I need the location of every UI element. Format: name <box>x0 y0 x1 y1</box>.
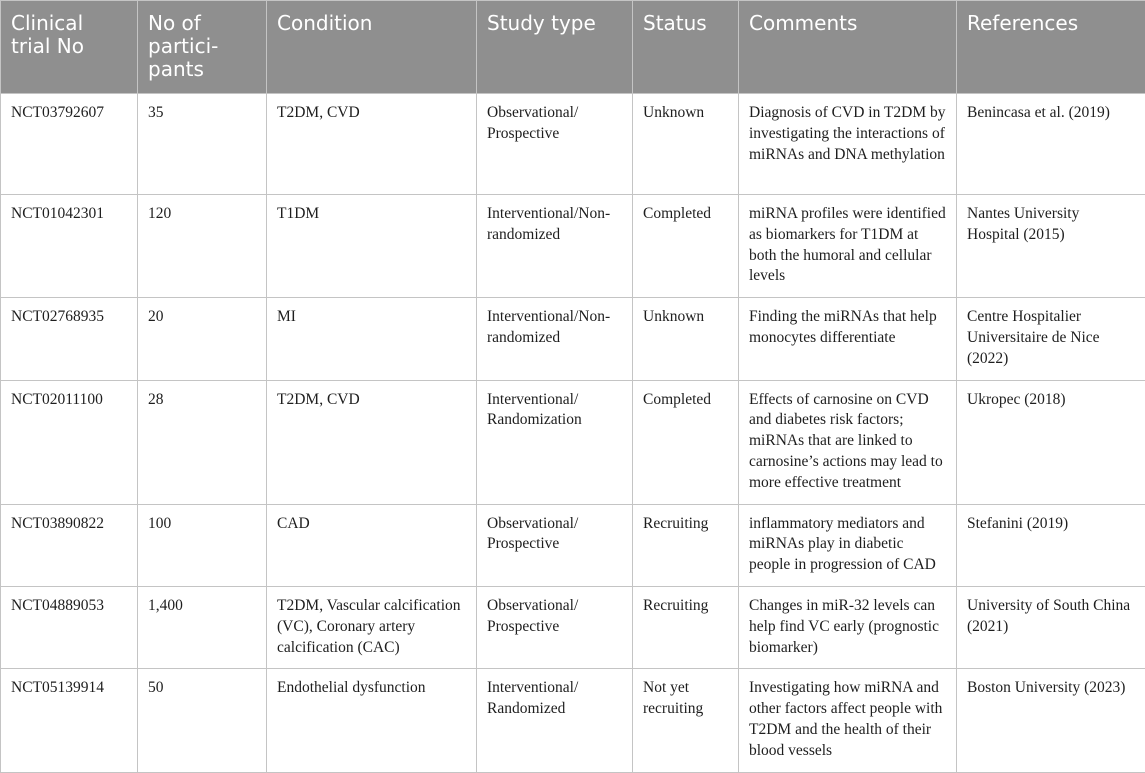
table-row <box>1 586 1145 668</box>
header-clinical-trial-no: Clinical trial No <box>1 1 138 94</box>
cell-participants: 20 <box>138 298 267 380</box>
cell-study-type: Observational/ Prospective <box>477 504 633 586</box>
cell-status: Completed <box>633 195 739 298</box>
cell-comments: miRNA profiles were identified as biomarkers for T1DM at both the humoral and cellular levels <box>739 195 957 298</box>
cell-trial-no: NCT02768935 <box>1 298 138 380</box>
table-header-row <box>1 1 1145 94</box>
header-participants: No of partici- pants <box>138 1 267 94</box>
cell-participants: 35 <box>138 94 267 195</box>
cell-trial-no: NCT03792607 <box>1 94 138 195</box>
cell-study-type: Interventional/ Randomization <box>477 380 633 504</box>
cell-status: Recruiting <box>633 504 739 586</box>
table-row <box>1 94 1145 195</box>
cell-comments: Effects of carnosine on CVD and diabetes risk factors; miRNAs that are linked to carnosine’s actions may lead to more effective treatment <box>739 380 957 504</box>
cell-trial-no: NCT01042301 <box>1 195 138 298</box>
cell-participants: 50 <box>138 669 267 772</box>
header-condition: Condition <box>267 1 477 94</box>
cell-participants: 120 <box>138 195 267 298</box>
cell-comments: inflammatory mediators and miRNAs play in diabetic people in progression of CAD <box>739 504 957 586</box>
cell-condition: T1DM <box>267 195 477 298</box>
cell-references: University of South China (2021) <box>957 586 1145 668</box>
cell-references: Stefanini (2019) <box>957 504 1145 586</box>
cell-condition: CAD <box>267 504 477 586</box>
cell-participants: 100 <box>138 504 267 586</box>
cell-condition: MI <box>267 298 477 380</box>
cell-study-type: Observational/ Prospective <box>477 586 633 668</box>
table-row <box>1 504 1145 586</box>
cell-references: Benincasa et al. (2019) <box>957 94 1145 195</box>
table-row <box>1 380 1145 504</box>
cell-study-type: Interventional/Non- randomized <box>477 298 633 380</box>
header-status: Status <box>633 1 739 94</box>
cell-status: Unknown <box>633 94 739 195</box>
cell-participants: 1,400 <box>138 586 267 668</box>
cell-trial-no: NCT03890822 <box>1 504 138 586</box>
cell-participants: 28 <box>138 380 267 504</box>
cell-status: Unknown <box>633 298 739 380</box>
cell-study-type: Interventional/Non- randomized <box>477 195 633 298</box>
cell-references: Boston University (2023) <box>957 669 1145 772</box>
header-references: References <box>957 1 1145 94</box>
cell-study-type: Observational/ Prospective <box>477 94 633 195</box>
cell-status: Not yet recruiting <box>633 669 739 772</box>
cell-comments: Investigating how miRNA and other factors affect people with T2DM and the health of their blood vessels <box>739 669 957 772</box>
cell-status: Recruiting <box>633 586 739 668</box>
table-row <box>1 195 1145 298</box>
cell-trial-no: NCT04889053 <box>1 586 138 668</box>
cell-condition: T2DM, CVD <box>267 94 477 195</box>
cell-study-type: Interventional/ Randomized <box>477 669 633 772</box>
header-comments: Comments <box>739 1 957 94</box>
cell-condition: T2DM, Vascular calcification (VC), Coronary artery calcification (CAC) <box>267 586 477 668</box>
cell-references: Ukropec (2018) <box>957 380 1145 504</box>
cell-condition: T2DM, CVD <box>267 380 477 504</box>
cell-trial-no: NCT02011100 <box>1 380 138 504</box>
cell-trial-no: NCT05139914 <box>1 669 138 772</box>
cell-condition: Endothelial dysfunction <box>267 669 477 772</box>
header-study-type: Study type <box>477 1 633 94</box>
cell-references: Nantes University Hospital (2015) <box>957 195 1145 298</box>
cell-status: Completed <box>633 380 739 504</box>
cell-comments: Diagnosis of CVD in T2DM by investigating the interactions of miRNAs and DNA methylation <box>739 94 957 195</box>
cell-references: Centre Hospitalier Universitaire de Nice (2022) <box>957 298 1145 380</box>
cell-comments: Finding the miRNAs that help monocytes differentiate <box>739 298 957 380</box>
table-row <box>1 298 1145 380</box>
cell-comments: Changes in miR-32 levels can help find VC early (prognostic biomarker) <box>739 586 957 668</box>
